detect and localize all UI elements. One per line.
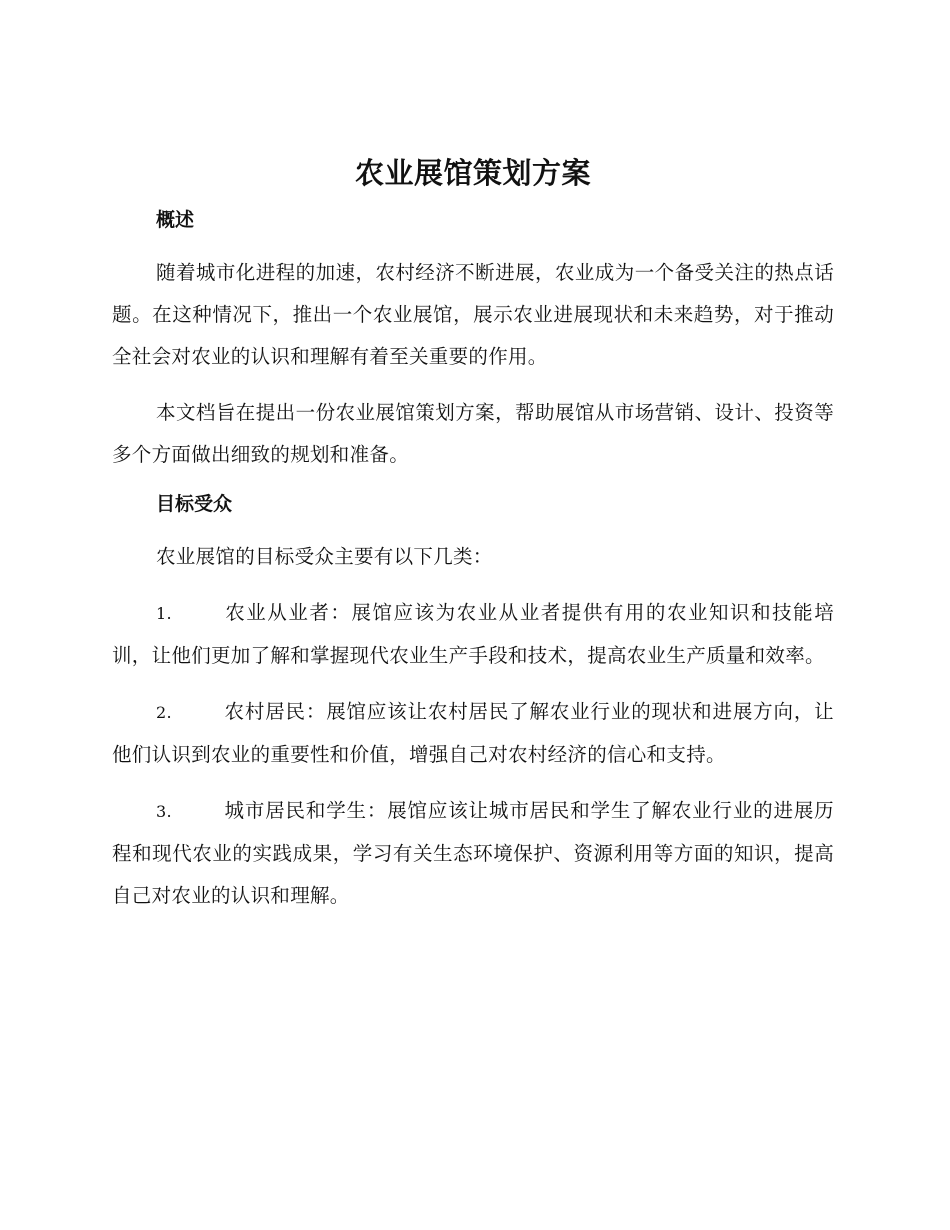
list-item xyxy=(112,691,834,776)
list-item-number: 2. xyxy=(156,703,172,722)
list-item-text: 农业从业者：展馆应该为农业从业者提供有用的农业知识和技能培训，让他们更加了解和掌握现代农业生产手段和技术，提高农业生产质量和效率。 xyxy=(112,601,834,667)
list-item xyxy=(112,790,834,917)
section-heading-overview: 概述 xyxy=(156,209,195,231)
list-item-text: 城市居民和学生：展馆应该让城市居民和学生了解农业行业的进展历程和现代农业的实践成果，学习有关生态环境保护、资源利用等方面的知识，提高自己对农业的认识和理解。 xyxy=(112,799,834,907)
list-item xyxy=(112,592,834,677)
target-audience-intro: 农业展馆的目标受众主要有以下几类： xyxy=(156,545,493,568)
section-target-audience xyxy=(112,490,834,917)
section-heading-target-audience: 目标受众 xyxy=(156,493,233,515)
section-overview xyxy=(112,206,834,476)
overview-paragraph-1: 随着城市化进程的加速，农村经济不断进展，农业成为一个备受关注的热点话题。在这种情况下，推出一个农业展馆，展示农业进展现状和未来趋势，对于推动全社会对农业的认识和理解有着至关重要的作用。 xyxy=(112,261,834,368)
list-item-number: 3. xyxy=(156,802,172,821)
document-title: 农业展馆策划方案 xyxy=(354,156,591,190)
list-item-text: 农村居民：展馆应该让农村居民了解农业行业的现状和进展方向，让他们认识到农业的重要性和价值，增强自己对农村经济的信心和支持。 xyxy=(112,700,834,766)
list-item-number: 1. xyxy=(156,604,172,623)
document-body xyxy=(112,148,834,931)
overview-paragraph-2: 本文档旨在提出一份农业展馆策划方案，帮助展馆从市场营销、设计、投资等多个方面做出细致的规划和准备。 xyxy=(112,401,834,466)
